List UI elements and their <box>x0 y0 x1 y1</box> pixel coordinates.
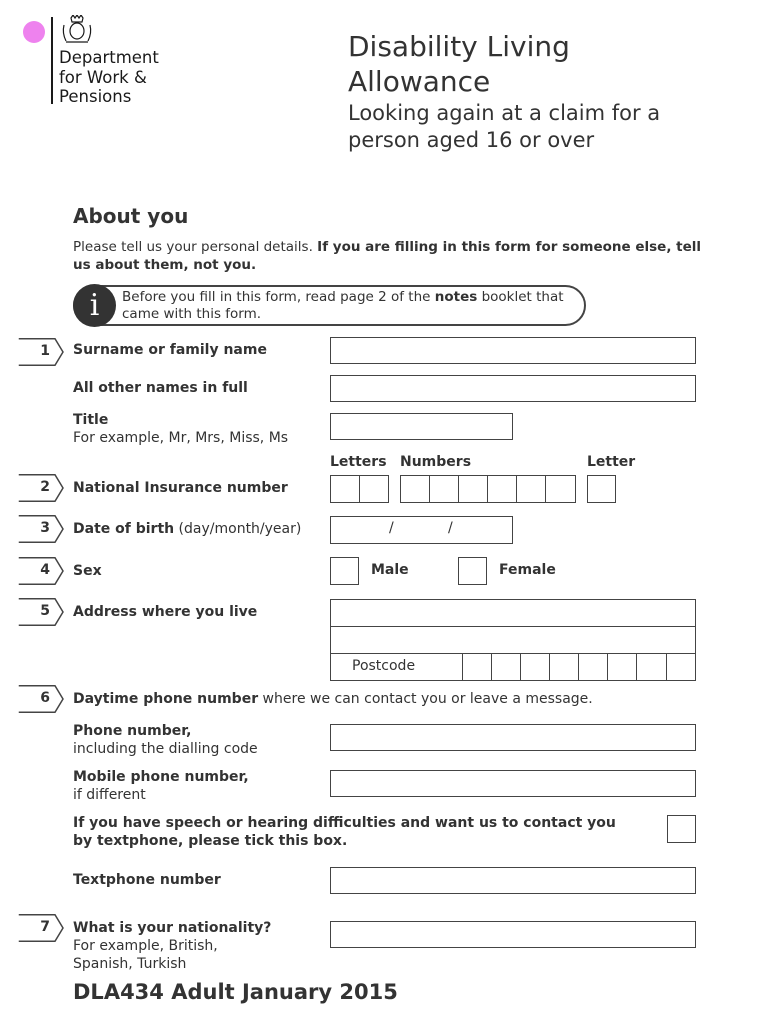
postcode-char-box[interactable] <box>462 653 492 681</box>
ni-letter-box[interactable] <box>359 475 389 503</box>
ni-numbers-heading: Numbers <box>400 454 472 470</box>
dob-label-text: Date of birth <box>73 521 175 537</box>
textphone-prompt <box>73 814 616 850</box>
surname-input[interactable] <box>330 337 696 364</box>
textphone-checkbox[interactable] <box>667 815 696 843</box>
question-number-label: 1 <box>40 343 50 359</box>
postcode-char-box[interactable] <box>578 653 608 681</box>
nationality-hint: Spanish, Turkish <box>73 956 187 972</box>
form-code: DLA434 Adult January 2015 <box>73 980 398 1004</box>
phone-number-input[interactable] <box>330 724 696 751</box>
section-intro <box>73 238 703 274</box>
title-label <box>73 411 288 447</box>
female-label: Female <box>499 562 556 578</box>
question-number-label: 5 <box>40 603 50 619</box>
question-number-label: 7 <box>40 919 50 935</box>
ni-digit-box[interactable] <box>458 475 488 503</box>
postcode-label: Postcode <box>352 658 416 674</box>
pink-dot-marker <box>23 21 45 43</box>
dob-separator: / <box>389 520 394 536</box>
question-number-label: 6 <box>40 690 50 706</box>
question-number-3 <box>18 515 64 543</box>
question-number-2 <box>18 474 64 502</box>
form-subtitle-line: person aged 16 or over <box>348 128 595 152</box>
title-hint: For example, Mr, Mrs, Miss, Ms <box>73 430 289 446</box>
mobile-number-input[interactable] <box>330 770 696 797</box>
department-line: for Work & <box>59 67 147 87</box>
postcode-char-box[interactable] <box>607 653 637 681</box>
royal-crest-icon <box>60 15 94 45</box>
question-number-7 <box>18 914 64 942</box>
form-title-line: Disability Living <box>348 30 570 63</box>
intro-bold-text: If you are filling in this form for someone else, tell us about them, not you. <box>73 239 702 273</box>
title-label-text: Title <box>73 412 109 428</box>
department-line: Pensions <box>59 87 132 106</box>
textphone-number-label: Textphone number <box>73 872 221 888</box>
ni-digit-box[interactable] <box>545 475 576 503</box>
phone-number-hint: including the dialling code <box>73 741 258 757</box>
other-names-label: All other names in full <box>73 380 248 396</box>
address-label: Address where you live <box>73 604 258 620</box>
form-subtitle-line: Looking again at a claim for a <box>348 101 661 125</box>
question-number-6 <box>18 685 64 713</box>
form-title-line: Allowance <box>348 65 491 98</box>
nationality-label <box>73 919 271 973</box>
info-text-bold: notes <box>434 289 478 305</box>
postcode-char-box[interactable] <box>491 653 521 681</box>
question-number-label: 4 <box>40 562 50 578</box>
form-subtitle <box>348 100 748 154</box>
info-text-part: Before you fill in this form, read page 2 of the <box>122 289 435 305</box>
question-number-label: 2 <box>40 479 50 495</box>
textphone-prompt-line: If you have speech or hearing difficulties and want us to contact you <box>73 815 616 831</box>
ni-digit-box[interactable] <box>487 475 517 503</box>
daytime-phone-label-text: Daytime phone number <box>73 691 259 707</box>
question-number-5 <box>18 598 64 626</box>
question-number-label: 3 <box>40 520 50 536</box>
postcode-char-box[interactable] <box>636 653 667 681</box>
department-name <box>59 48 159 107</box>
sex-label: Sex <box>73 563 102 579</box>
postcode-char-box[interactable] <box>666 653 696 681</box>
postcode-char-box[interactable] <box>520 653 550 681</box>
question-number-1 <box>18 338 64 366</box>
daytime-phone-hint: where we can contact you or leave a message. <box>258 691 593 707</box>
info-icon: i <box>73 284 116 327</box>
other-names-input[interactable] <box>330 375 696 402</box>
intro-text: Please tell us your personal details. <box>73 239 318 255</box>
dob-input[interactable] <box>330 516 513 544</box>
nationality-hint: For example, British, <box>73 938 218 954</box>
nationality-label-text: What is your nationality? <box>73 920 272 936</box>
phone-number-label <box>73 722 258 758</box>
department-line: Department <box>59 48 159 67</box>
address-line-2-input[interactable] <box>330 626 696 654</box>
info-text-part: booklet that came with this form. <box>122 289 564 322</box>
postcode-char-box[interactable] <box>549 653 579 681</box>
phone-number-label-text: Phone number, <box>73 723 192 739</box>
title-input[interactable] <box>330 413 513 440</box>
ni-number-label: National Insurance number <box>73 480 288 496</box>
male-label: Male <box>371 562 409 578</box>
mobile-number-label <box>73 768 249 804</box>
info-text <box>122 289 582 323</box>
ni-digit-box[interactable] <box>429 475 459 503</box>
daytime-phone-label <box>73 690 593 708</box>
male-checkbox[interactable] <box>330 557 359 585</box>
dob-hint: (day/month/year) <box>174 521 302 537</box>
ni-suffix-box[interactable] <box>587 475 616 503</box>
textphone-number-input[interactable] <box>330 867 696 894</box>
mobile-number-label-text: Mobile phone number, <box>73 769 249 785</box>
department-divider <box>51 17 53 104</box>
ni-letters-heading: Letters <box>330 454 387 470</box>
section-heading: About you <box>73 204 189 228</box>
mobile-number-hint: if different <box>73 787 146 803</box>
nationality-input[interactable] <box>330 921 696 948</box>
surname-label: Surname or family name <box>73 342 267 358</box>
ni-letter-box[interactable] <box>330 475 360 503</box>
textphone-prompt-line: by textphone, please tick this box. <box>73 833 348 849</box>
address-line-1-input[interactable] <box>330 599 696 627</box>
ni-digit-box[interactable] <box>400 475 430 503</box>
dob-label <box>73 520 301 538</box>
form-title <box>348 29 570 99</box>
question-number-4 <box>18 557 64 585</box>
dob-separator: / <box>448 520 453 536</box>
female-checkbox[interactable] <box>458 557 487 585</box>
ni-digit-box[interactable] <box>516 475 546 503</box>
ni-letter-heading: Letter <box>587 454 636 470</box>
